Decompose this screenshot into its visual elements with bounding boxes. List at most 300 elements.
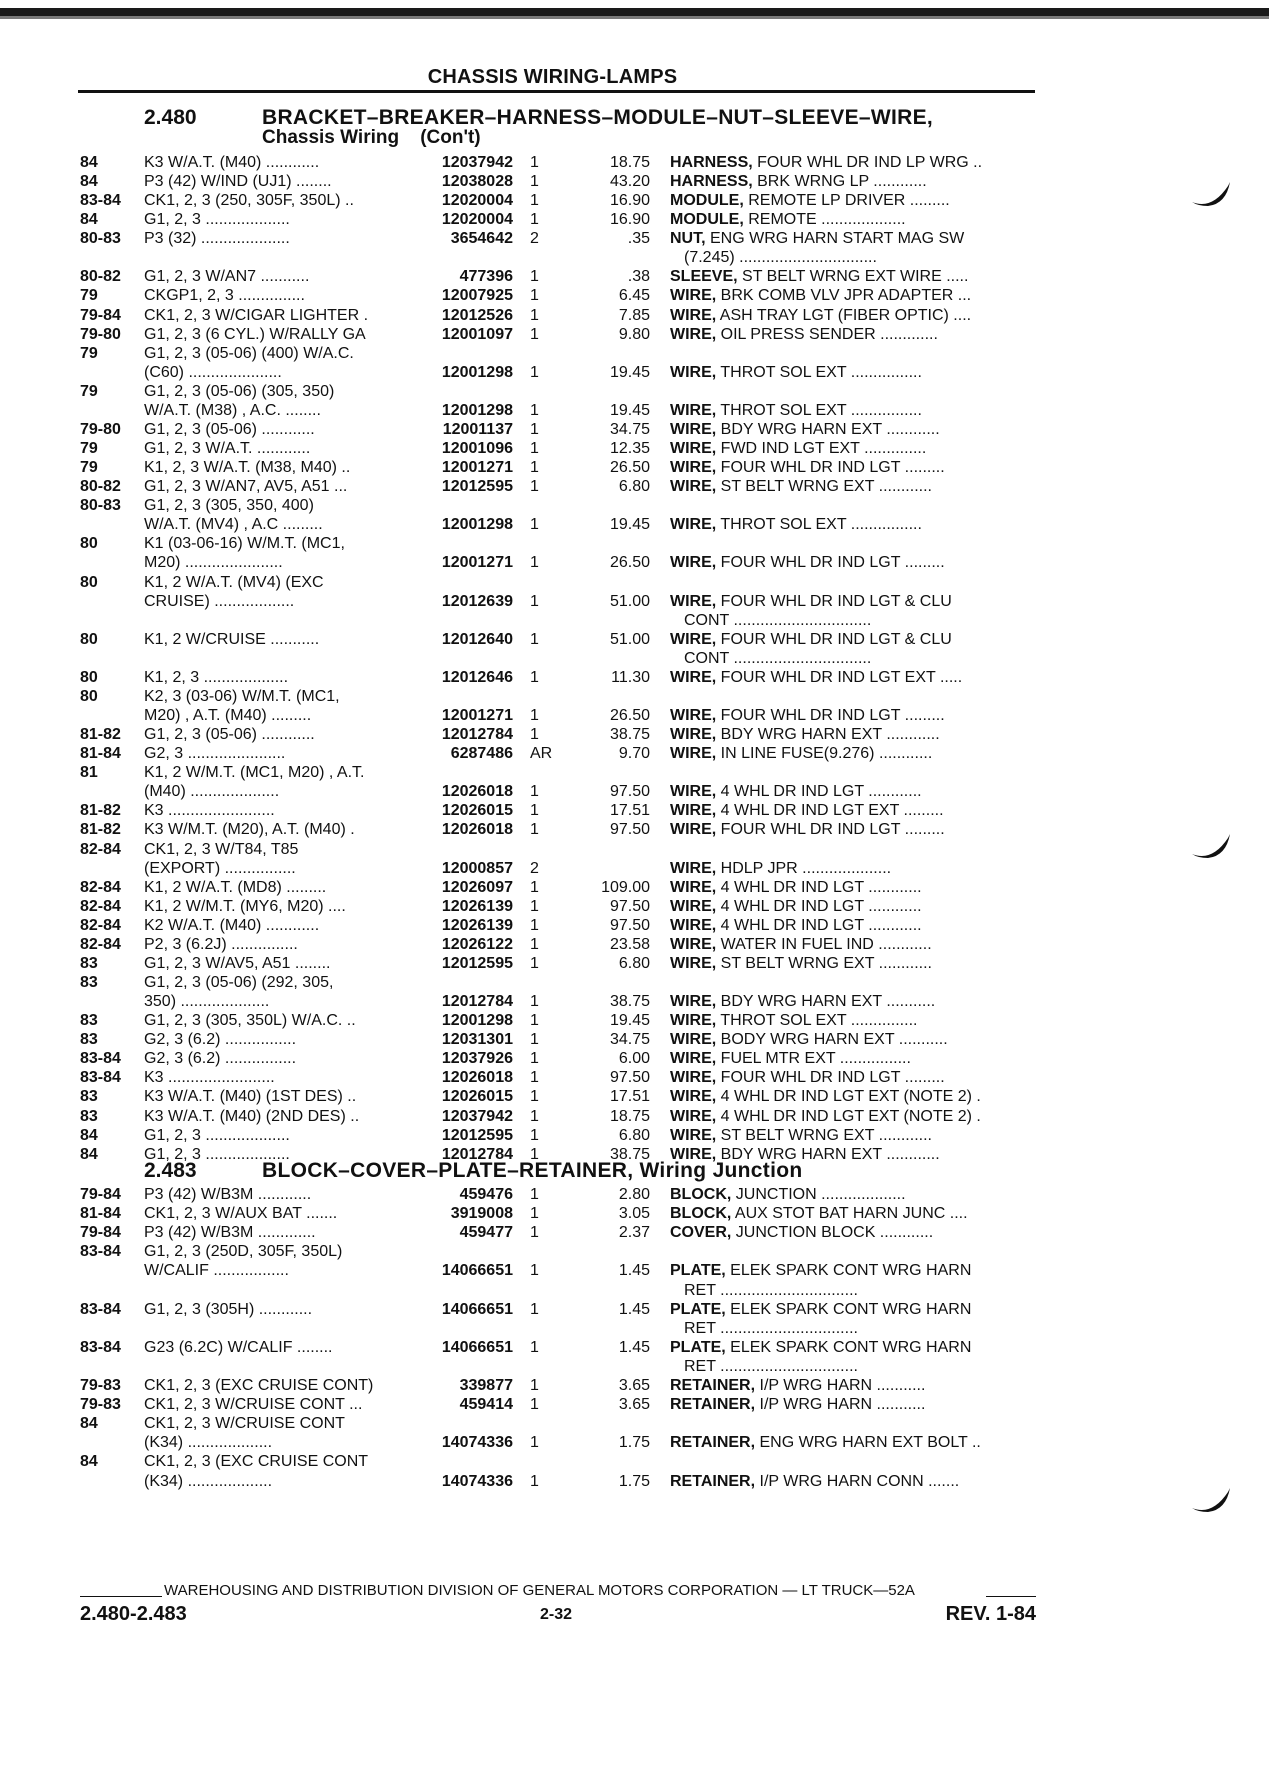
part-number: 6287486 bbox=[450, 745, 513, 763]
footer-section-range: 2.480-2.483 bbox=[80, 1603, 187, 1625]
table-row bbox=[0, 458, 1269, 477]
page-title: CHASSIS WIRING-LAMPS bbox=[427, 66, 678, 88]
description-text: THROT SOL EXT ................ bbox=[716, 401, 922, 419]
description bbox=[670, 1472, 1038, 1491]
description-text: BDY WRG HARN EXT ............ bbox=[716, 420, 940, 438]
part-number: 12020004 bbox=[441, 192, 513, 210]
quantity: 1 bbox=[530, 916, 539, 934]
price: 34.75 bbox=[609, 420, 650, 438]
description-keyword: WIRE, bbox=[670, 592, 717, 610]
description-text bbox=[670, 974, 684, 991]
application: G2, 3 (6.2) ................ bbox=[144, 1050, 297, 1068]
table-row bbox=[0, 1185, 1269, 1204]
table-row bbox=[0, 573, 1269, 592]
description-keyword: WIRE, bbox=[670, 554, 717, 572]
description-text: ENG WRG HARN EXT BOLT .. bbox=[755, 1434, 981, 1452]
table-row bbox=[0, 992, 1269, 1011]
description-keyword: WIRE, bbox=[670, 1012, 717, 1030]
price: 38.75 bbox=[609, 1145, 650, 1163]
price: 38.75 bbox=[609, 993, 650, 1011]
part-number: 12026015 bbox=[441, 1088, 513, 1106]
model-year: 80-82 bbox=[80, 268, 121, 286]
application: K3 ........................ bbox=[144, 1069, 275, 1087]
description-text bbox=[670, 535, 684, 552]
part-number: 12012639 bbox=[441, 592, 513, 610]
model-year: 84 bbox=[80, 1145, 98, 1163]
quantity: 1 bbox=[530, 878, 539, 896]
description-text: BRK WRNG LP ............ bbox=[752, 173, 927, 191]
model-year: 79-84 bbox=[80, 1224, 121, 1242]
description-keyword: NUT, bbox=[670, 230, 706, 248]
model-year: 83-84 bbox=[80, 1069, 121, 1087]
table-row bbox=[0, 1472, 1269, 1491]
application: G1, 2, 3 (305, 350L) W/A.C. .. bbox=[144, 1012, 356, 1030]
description bbox=[670, 1395, 1038, 1414]
description-keyword: WIRE, bbox=[670, 993, 717, 1011]
description-text: ST BELT WRNG EXT ............ bbox=[716, 478, 932, 496]
application: (K34) ................... bbox=[144, 1472, 273, 1490]
table-row bbox=[0, 897, 1269, 916]
description-text: HDLP JPR .................... bbox=[716, 859, 892, 877]
description-keyword: RETAINER, bbox=[670, 1434, 756, 1452]
model-year: 81-82 bbox=[80, 821, 121, 839]
footer-division-text: WAREHOUSING AND DISTRIBUTION DIVISION OF GENERAL MOTORS CORPORATION — LT TRUCK—52A bbox=[164, 1582, 915, 1599]
description bbox=[670, 725, 1038, 744]
description bbox=[670, 306, 1038, 325]
application: G1, 2, 3 (05-06) ............ bbox=[144, 420, 315, 438]
part-number: 12001096 bbox=[441, 440, 513, 458]
description-keyword: WIRE, bbox=[670, 440, 717, 458]
description bbox=[670, 401, 1038, 420]
table-row bbox=[0, 611, 1269, 630]
table-row bbox=[0, 1452, 1269, 1471]
application: (EXPORT) ................ bbox=[144, 859, 296, 877]
model-year: 79 bbox=[80, 459, 98, 477]
description bbox=[670, 592, 1038, 611]
quantity: 1 bbox=[530, 459, 539, 477]
application: G1, 2, 3 W/AN7 ........... bbox=[144, 268, 310, 286]
description-keyword: MODULE, bbox=[670, 211, 744, 229]
part-number: 12007925 bbox=[441, 287, 513, 305]
description-text: THROT SOL EXT ............... bbox=[716, 1012, 918, 1030]
part-number: 14066651 bbox=[441, 1338, 513, 1356]
application: G23 (6.2C) W/CALIF ........ bbox=[144, 1338, 333, 1356]
description-keyword: WIRE, bbox=[670, 516, 717, 534]
part-number: 14074336 bbox=[441, 1472, 513, 1490]
price: 97.50 bbox=[609, 783, 650, 801]
description-text: JUNCTION ................... bbox=[731, 1186, 906, 1203]
application: G1, 2, 3 (250D, 305F, 350L) bbox=[144, 1243, 343, 1261]
quantity: 1 bbox=[530, 440, 539, 458]
description-text: FOUR WHL DR IND LGT ......... bbox=[716, 707, 945, 725]
quantity: 1 bbox=[530, 821, 539, 839]
model-year: 84 bbox=[80, 1453, 98, 1471]
description-text: FOUR WHL DR IND LGT & CLU bbox=[716, 630, 952, 648]
description-text: ST BELT WRNG EXT WIRE ..... bbox=[737, 268, 969, 286]
quantity: 1 bbox=[530, 192, 539, 210]
price: 34.75 bbox=[609, 1031, 650, 1049]
price: 17.51 bbox=[609, 802, 650, 820]
part-number: 12012640 bbox=[441, 630, 513, 648]
description-text: FUEL MTR EXT ................ bbox=[716, 1050, 911, 1068]
description-text: BODY WRG HARN EXT ........... bbox=[716, 1031, 948, 1049]
description bbox=[670, 1087, 1038, 1106]
part-number: 12020004 bbox=[441, 211, 513, 229]
table-row bbox=[0, 973, 1269, 992]
description-keyword: WIRE, bbox=[670, 363, 717, 381]
part-number: 339877 bbox=[459, 1377, 513, 1394]
application: K3 W/M.T. (M20), A.T. (M40) . bbox=[144, 821, 355, 839]
table-row bbox=[0, 649, 1269, 668]
table-row bbox=[0, 1300, 1269, 1319]
price: 1.45 bbox=[618, 1300, 650, 1318]
price: 3.05 bbox=[618, 1205, 650, 1223]
table-row bbox=[0, 325, 1269, 344]
quantity: 1 bbox=[530, 306, 539, 324]
model-year: 84 bbox=[80, 154, 98, 171]
price: 26.50 bbox=[609, 459, 650, 477]
application: W/CALIF ................. bbox=[144, 1262, 289, 1280]
table-row bbox=[0, 229, 1269, 248]
table-row bbox=[0, 668, 1269, 687]
description-keyword: WIRE, bbox=[670, 287, 717, 305]
description bbox=[670, 820, 1038, 839]
application: K2 W/A.T. (M40) ............ bbox=[144, 916, 320, 934]
model-year: 79-83 bbox=[80, 1396, 121, 1414]
description-text: FWD IND LGT EXT .............. bbox=[716, 440, 927, 458]
table-row bbox=[0, 1395, 1269, 1414]
description-keyword: PLATE, bbox=[670, 1300, 726, 1318]
footer-rule-right bbox=[986, 1596, 1036, 1597]
table-row bbox=[0, 477, 1269, 496]
table-row bbox=[0, 630, 1269, 649]
quantity: 1 bbox=[530, 1377, 539, 1394]
table-row bbox=[0, 1107, 1269, 1126]
quantity: 1 bbox=[530, 1012, 539, 1030]
quantity: 1 bbox=[530, 1186, 539, 1203]
description-text bbox=[670, 764, 684, 781]
description-keyword: HARNESS, bbox=[670, 173, 753, 191]
description bbox=[670, 1030, 1038, 1049]
table-row bbox=[0, 878, 1269, 897]
model-year: 82-84 bbox=[80, 840, 121, 858]
description bbox=[670, 1338, 1038, 1357]
description bbox=[670, 1261, 1038, 1280]
part-number: 12000857 bbox=[441, 859, 513, 877]
price: .38 bbox=[627, 268, 650, 286]
description-text: WATER IN FUEL IND ............ bbox=[716, 935, 932, 953]
part-number: 459476 bbox=[459, 1186, 513, 1203]
price: 18.75 bbox=[609, 1107, 650, 1125]
description-keyword: WIRE, bbox=[670, 726, 717, 744]
description bbox=[670, 1242, 1038, 1261]
part-number: 12037942 bbox=[441, 154, 513, 171]
application: CK1, 2, 3 (EXC CRUISE CONT bbox=[144, 1453, 369, 1471]
description-keyword: WIRE, bbox=[670, 916, 717, 934]
price: 3.65 bbox=[618, 1396, 650, 1414]
application: G2, 3 ...................... bbox=[144, 745, 286, 763]
application: P3 (42) W/B3M ............ bbox=[144, 1186, 312, 1203]
description-text bbox=[670, 1415, 684, 1432]
description bbox=[670, 744, 1038, 763]
description-keyword: WIRE, bbox=[670, 1088, 717, 1106]
description bbox=[670, 1011, 1038, 1030]
description bbox=[670, 1433, 1038, 1452]
model-year: 79 bbox=[80, 382, 98, 400]
description bbox=[670, 1300, 1038, 1319]
part-number: 12012595 bbox=[441, 478, 513, 496]
price: 109.00 bbox=[601, 878, 650, 896]
model-year: 79 bbox=[80, 440, 98, 458]
application: K1, 2 W/M.T. (MC1, M20) , A.T. bbox=[144, 764, 365, 782]
description bbox=[670, 1185, 1038, 1204]
price: 16.90 bbox=[609, 211, 650, 229]
part-number: 477396 bbox=[459, 268, 513, 286]
table-row bbox=[0, 534, 1269, 553]
price: 51.00 bbox=[609, 592, 650, 610]
model-year: 81-84 bbox=[80, 1205, 121, 1223]
price: 26.50 bbox=[609, 707, 650, 725]
quantity: 1 bbox=[530, 935, 539, 953]
quantity: 1 bbox=[530, 592, 539, 610]
description-text: ASH TRAY LGT (FIBER OPTIC) .... bbox=[716, 306, 972, 324]
description bbox=[670, 248, 1038, 267]
table-row bbox=[0, 916, 1269, 935]
description-keyword: WIRE, bbox=[670, 1126, 717, 1144]
quantity: 2 bbox=[530, 230, 539, 248]
table-row bbox=[0, 496, 1269, 515]
description bbox=[670, 935, 1038, 954]
model-year: 83 bbox=[80, 1107, 98, 1125]
quantity: 1 bbox=[530, 1338, 539, 1356]
description-text: 4 WHL DR IND LGT ............ bbox=[716, 916, 922, 934]
description-keyword: WIRE, bbox=[670, 459, 717, 477]
description bbox=[670, 363, 1038, 382]
description-keyword: WIRE, bbox=[670, 1031, 717, 1049]
description bbox=[670, 420, 1038, 439]
description-text: I/P WRG HARN CONN ....... bbox=[755, 1472, 960, 1490]
table-row bbox=[0, 420, 1269, 439]
description-keyword: WIRE, bbox=[670, 478, 717, 496]
price: 1.75 bbox=[618, 1434, 650, 1452]
model-year: 84 bbox=[80, 211, 98, 229]
application: K1, 2 W/A.T. (MD8) ......... bbox=[144, 878, 327, 896]
description-text: I/P WRG HARN ........... bbox=[755, 1396, 926, 1414]
table-row bbox=[0, 439, 1269, 458]
quantity: 1 bbox=[530, 1088, 539, 1106]
description-keyword: RETAINER, bbox=[670, 1377, 756, 1394]
description-text: ENG WRG HARN START MAG SW bbox=[705, 230, 965, 248]
description-text: BDY WRG HARN EXT ............ bbox=[716, 726, 940, 744]
price: .35 bbox=[627, 230, 650, 248]
part-number: 12001097 bbox=[441, 325, 513, 343]
price: 97.50 bbox=[609, 821, 650, 839]
title-rule bbox=[78, 90, 1035, 93]
table-row bbox=[0, 840, 1269, 859]
description bbox=[670, 286, 1038, 305]
description-keyword: WIRE, bbox=[670, 401, 717, 419]
description bbox=[670, 210, 1038, 229]
quantity: 1 bbox=[530, 478, 539, 496]
table-row bbox=[0, 1338, 1269, 1357]
description-keyword: WIRE, bbox=[670, 859, 717, 877]
application: K3 ........................ bbox=[144, 802, 275, 820]
model-year: 80 bbox=[80, 668, 98, 686]
description-text bbox=[670, 345, 684, 362]
part-number: 12038028 bbox=[441, 173, 513, 191]
quantity: 1 bbox=[530, 1145, 539, 1163]
model-year: 82-84 bbox=[80, 897, 121, 915]
description-keyword: RETAINER, bbox=[670, 1472, 756, 1490]
description-text: THROT SOL EXT ................ bbox=[716, 363, 922, 381]
description-text: 4 WHL DR IND LGT ............ bbox=[716, 878, 922, 896]
description bbox=[670, 1223, 1038, 1242]
table-row bbox=[0, 1357, 1269, 1376]
description-text: 4 WHL DR IND LGT EXT (NOTE 2) . bbox=[716, 1107, 981, 1125]
part-number: 12026015 bbox=[441, 802, 513, 820]
application: K1, 2, 3 ................... bbox=[144, 668, 289, 686]
description bbox=[670, 534, 1038, 553]
application: P3 (42) W/B3M ............. bbox=[144, 1224, 316, 1242]
part-number: 12026097 bbox=[441, 878, 513, 896]
part-number: 12001298 bbox=[441, 363, 513, 381]
application: CK1, 2, 3 W/T84, T85 bbox=[144, 840, 299, 858]
description bbox=[670, 1204, 1038, 1223]
description-text: ELEK SPARK CONT WRG HARN bbox=[725, 1300, 972, 1318]
description-text: CONT ............................... bbox=[684, 649, 872, 667]
part-number: 12001298 bbox=[441, 1012, 513, 1030]
description-text: RET ............................... bbox=[684, 1281, 858, 1299]
model-year: 79-80 bbox=[80, 420, 121, 438]
table-row bbox=[0, 286, 1269, 305]
part-number: 459477 bbox=[459, 1224, 513, 1242]
model-year: 83-84 bbox=[80, 1243, 121, 1261]
model-year: 82-84 bbox=[80, 935, 121, 953]
description bbox=[670, 992, 1038, 1011]
application: G1, 2, 3 ................... bbox=[144, 1145, 290, 1163]
price: 6.80 bbox=[618, 954, 650, 972]
model-year: 79 bbox=[80, 287, 98, 305]
table-row bbox=[0, 1376, 1269, 1395]
description-text: RET ............................... bbox=[684, 1357, 858, 1375]
description bbox=[670, 573, 1038, 592]
application: G1, 2, 3 W/AN7, AV5, A51 ... bbox=[144, 478, 348, 496]
description-keyword: WIRE, bbox=[670, 954, 717, 972]
application: W/A.T. (MV4) , A.C ......... bbox=[144, 516, 323, 534]
application: K2, 3 (03-06) W/M.T. (MC1, bbox=[144, 687, 340, 705]
application: K3 W/A.T. (M40) (2ND DES) .. bbox=[144, 1107, 360, 1125]
table-row bbox=[0, 1049, 1269, 1068]
description bbox=[670, 668, 1038, 687]
description-text bbox=[670, 383, 684, 400]
description-text: 4 WHL DR IND LGT EXT ......... bbox=[716, 802, 944, 820]
table-row bbox=[0, 1030, 1269, 1049]
description bbox=[670, 1452, 1038, 1471]
description bbox=[670, 706, 1038, 725]
description bbox=[670, 153, 1038, 172]
quantity: 1 bbox=[530, 1224, 539, 1242]
description-keyword: WIRE, bbox=[670, 1107, 717, 1125]
footer-rule-left bbox=[80, 1596, 162, 1597]
quantity: 1 bbox=[530, 802, 539, 820]
application: CK1, 2, 3 (EXC CRUISE CONT) bbox=[144, 1377, 374, 1394]
quantity: 1 bbox=[530, 993, 539, 1011]
part-number: 459414 bbox=[459, 1396, 513, 1414]
table-row bbox=[0, 1223, 1269, 1242]
description bbox=[670, 1376, 1038, 1395]
application: (M40) .................... bbox=[144, 783, 280, 801]
price: 11.30 bbox=[611, 668, 650, 686]
table-row bbox=[0, 782, 1269, 801]
description-keyword: MODULE, bbox=[670, 192, 744, 210]
description-keyword: WIRE, bbox=[670, 1050, 717, 1068]
application: G1, 2, 3 (6 CYL.) W/RALLY GA bbox=[144, 325, 366, 343]
table-row bbox=[0, 248, 1269, 267]
description bbox=[670, 840, 1038, 859]
model-year: 81-84 bbox=[80, 745, 121, 763]
description bbox=[670, 439, 1038, 458]
price: 97.50 bbox=[609, 1069, 650, 1087]
description-keyword: RETAINER, bbox=[670, 1396, 756, 1414]
application: CKGP1, 2, 3 ............... bbox=[144, 287, 305, 305]
description-keyword: BLOCK, bbox=[670, 1205, 732, 1223]
part-number: 12031301 bbox=[441, 1031, 513, 1049]
description-text: FOUR WHL DR IND LGT ......... bbox=[716, 1069, 945, 1087]
price: 1.75 bbox=[618, 1472, 650, 1490]
table-row bbox=[0, 859, 1269, 878]
model-year: 83-84 bbox=[80, 1050, 121, 1068]
part-number: 12001271 bbox=[441, 459, 513, 477]
description-text: FOUR WHL DR IND LGT ......... bbox=[716, 554, 945, 572]
description bbox=[670, 801, 1038, 820]
part-number: 12012526 bbox=[441, 306, 513, 324]
section-title: BLOCK–COVER–PLATE–RETAINER, Wiring Junction bbox=[262, 1159, 803, 1182]
description-text: JUNCTION BLOCK ............ bbox=[731, 1224, 934, 1242]
quantity: 2 bbox=[530, 859, 539, 877]
table-row bbox=[0, 344, 1269, 363]
price: 43.20 bbox=[609, 173, 650, 191]
table-row bbox=[0, 401, 1269, 420]
description-keyword: WIRE, bbox=[670, 821, 717, 839]
part-number: 14074336 bbox=[441, 1434, 513, 1452]
description-keyword: WIRE, bbox=[670, 878, 717, 896]
model-year: 82-84 bbox=[80, 916, 121, 934]
description bbox=[670, 1319, 1038, 1338]
part-number: 12026018 bbox=[441, 1069, 513, 1087]
quantity: 1 bbox=[530, 325, 539, 343]
quantity: 1 bbox=[530, 1069, 539, 1087]
description bbox=[670, 1414, 1038, 1433]
description-text: CONT ............................... bbox=[684, 611, 872, 629]
table-row bbox=[0, 267, 1269, 286]
table-row bbox=[0, 306, 1269, 325]
description-keyword: HARNESS, bbox=[670, 154, 753, 171]
description bbox=[670, 382, 1038, 401]
table-row bbox=[0, 1068, 1269, 1087]
application: P2, 3 (6.2J) ............... bbox=[144, 935, 298, 953]
part-number: 14066651 bbox=[441, 1300, 513, 1318]
price: 26.50 bbox=[609, 554, 650, 572]
model-year: 81 bbox=[80, 764, 98, 782]
description bbox=[670, 1357, 1038, 1376]
table-row bbox=[0, 1281, 1269, 1300]
description-text: REMOTE ................... bbox=[743, 211, 906, 229]
description bbox=[670, 687, 1038, 706]
price: 97.50 bbox=[609, 897, 650, 915]
application: CK1, 2, 3 (250, 305F, 350L) .. bbox=[144, 192, 354, 210]
section-subtitle: Chassis Wiring (Con't) bbox=[262, 127, 481, 148]
quantity: 1 bbox=[530, 1434, 539, 1452]
